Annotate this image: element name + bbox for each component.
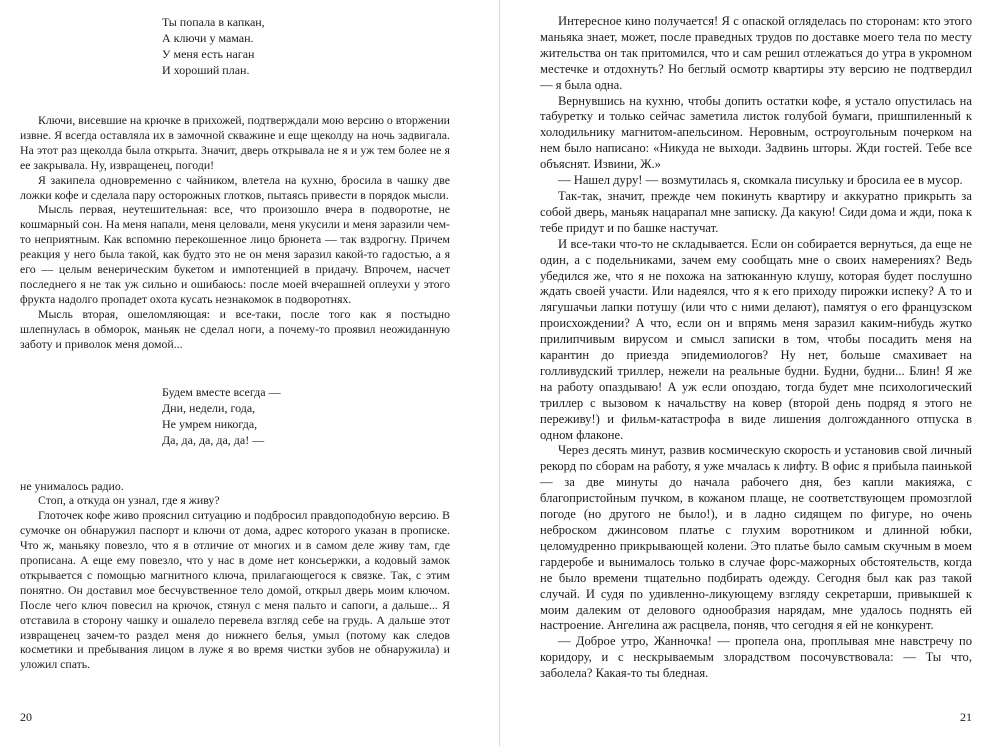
verse-line: У меня есть наган — [162, 47, 255, 61]
verse-line: Ты попала в капкан, — [162, 15, 265, 29]
paragraph: Стоп, а откуда он узнал, где я живу? — [38, 493, 220, 508]
page-number-right: 21 — [960, 710, 972, 724]
paragraph: Так-так, значит, прежде чем покинуть квартиру и аккуратно прикрыть за собой дверь, маньяк нацарапал мне записку. Да какую! Сиди дома и жди, пока к тебе придут и по башке настучат. — [540, 188, 972, 235]
radio-song-verse — [162, 384, 450, 448]
epigraph-verse — [162, 14, 450, 78]
paragraph: Интересное кино получается! Я с опаской огляделась по сторонам: кто этого маньяка знает, может, после праведных трудов по доставке моего тела по месту жительства он так притомился, что и сам решил отлежаться до утра в укромном местечке и отдохнуть? Но беглый осмотр квартиры эту версию не подтвердил — я была одна. — [540, 14, 972, 92]
paragraph-continuation: не унималось радио. — [20, 478, 124, 493]
verse-line: Будем вместе всегда — — [162, 384, 281, 399]
verse-line: А ключи у маман. — [162, 31, 254, 45]
paragraph: — Доброе утро, Жанночка! — пропела она, проплывая мне навстречу по коридору, и с нескрываемым злорадством посочувствовала: — Ты что, заболела? Какая-то ты бледная. — [540, 634, 972, 681]
paragraph: Глоточек кофе живо прояснил ситуацию и подбросил правдоподобную версию. В сумочке он обнаружил паспорт и ключи от дома, адрес которого указан в прописке. Что ж, маньяку повезло, что я в отличие от многих и в самом деле живу там, где прописана. А еще ему повезло, что у нас в доме нет консьержки, а кодовый замок открывается с помощью магнитного ключа, прилагающегося к связке. Так, с этим понятно. Он доставил мое бесчувственное тело домой, открыл дверь моим ключом. После чего ключ повесил на крючок, стянул с меня пальто и сапоги, а дальше... Я отставила в сторону чашку и ошалело перевела взгляд себе на грудь. А дальше этот извращенец зачем-то раздел меня до нижнего белья, умыл (потому как следов косметики и пребывания лицом в луже я во время чистки зубов не обнаружила) и уложил спать. — [20, 508, 450, 672]
paragraph: Мысль вторая, ошеломляющая: и все-таки, после того как я постыдно шлепнулась в обморок, маньяк не сделал ноги, а почему-то проявил неожиданную заботу и приволок меня домой... — [20, 306, 450, 351]
verse-line: Да, да, да, да, да! — — [162, 432, 265, 447]
left-text-column — [20, 14, 450, 672]
verse-line: И хороший план. — [162, 63, 250, 77]
verse-line: Дни, недели, года, — [162, 400, 256, 415]
paragraph: — Нашел дуру! — возмутилась я, скомкала писульку и бросила ее в мусор. — [558, 173, 963, 188]
paragraph: Мысль первая, неутешительная: все, что произошло вчера в подворотне, не кошмарный сон. На меня напали, меня целовали, меня укусили и меня заразили чем-то неприятным. Как вспомню перекошенное лицо брюнета — так вздрогну. Причем реакция у него была такой, как будто это не он меня заразил какой-то гадостью, а я его — целым венерическим букетом и импотенцией в придачу. Впрочем, насчет последнего я не так уж сильно и ошибаюсь: после моей вчерашней оплеухи у этого фрукта надолго пропадет охота кусать незнакомок в подворотнях. — [20, 202, 450, 306]
paragraph: И все-таки что-то не складывается. Если он собирается вернуться, да еще не один, а с подельниками, зачем ему сообщать мне о своих намерениях? Ведь убедился же, что я не похожа на затюканную клушу, которая будет послушно ждать своей участи. Или надеялся, что я к его приходу пирожки испеку? А то и лягушачьи лапки потушу (или что с ними делают), памятуя о его французском происхождении? А что, если он и впрямь меня заразил каким-нибудь жутко прилипчивым вирусом и смысл записки в том, чтобы посадить меня на карантин до приезда эпидемиологов? Ну нет, больше смахивает на голливудский триллер, нежели на реальные будни. Будни, будни... Блин! Я же на работу опаздываю! А уж если опоздаю, тогда будет мне психологический триллер с вызовом к начальству на ковер (второй день подряд я этого не переживу!) и фильм-катастрофа в виде лишения долгожданного отпуска в одном флаконе. — [540, 236, 972, 442]
paragraph: Через десять минут, развив космическую скорость и установив свой личный рекорд по сборам на работу, я уже мчалась к лифту. В офис я прибыла паинькой — за две минуты до начала рабочего дня, без капли макияжа, с благопристойным пучком, в кожаном плаще, не соответствующем промозглой погоде (но другого не было!), и в ладно сидящем по фигуре, но очень неброском джинсовом платье с глухим воротником и длинной юбки, целомудренно прикрывающей колени. Это платье было самым скучным в моем гардеробе и вынималось только в случае форс-мажорных обстоятельств, когда не было времени тщательно подбирать одежду. Сегодня был как раз такой случай. И судя по удивленно-ликующему взгляду секретарши, привыкшей к моим далеким от делового однообразия нарядам, мне удалось поднять ей настроение. Ангелина аж расцвела, поняв, что сегодня я ей не конкурент. — [540, 443, 972, 633]
paragraph: Вернувшись на кухню, чтобы допить остатки кофе, я устало опустилась на табуретку и только сейчас заметила листок голубой бумаги, пришпиленный к холодильнику магнитом-апельсином. Неровным, остроугольным почерком на нем было написано: «Никуда не выходи. Задвинь шторы. Жди гостей. Тебе все объяснят. Извини, Ж.» — [540, 93, 972, 172]
left-page — [0, 0, 499, 746]
right-page — [500, 0, 1000, 746]
paragraph: Я закипела одновременно с чайником, влетела на кухню, бросила в чашку две ложки кофе и сделала пару осторожных глотков, пытаясь привести в порядок мысли. — [20, 172, 450, 202]
verse-line: Не умрем никогда, — [162, 416, 258, 431]
right-text-column — [540, 14, 972, 682]
page-number-left: 20 — [20, 710, 32, 724]
paragraph: Ключи, висевшие на крючке в прихожей, подтверждали мою версию о вторжении извне. Я всегда оставляла их в замочной скважине и еще щеколду на ночь задвигала. На этот раз щеколда была открыта. Значит, дверь открывала не я и уж тем более не я ее закрывала. Ну, извращенец, погоди! — [20, 113, 450, 172]
